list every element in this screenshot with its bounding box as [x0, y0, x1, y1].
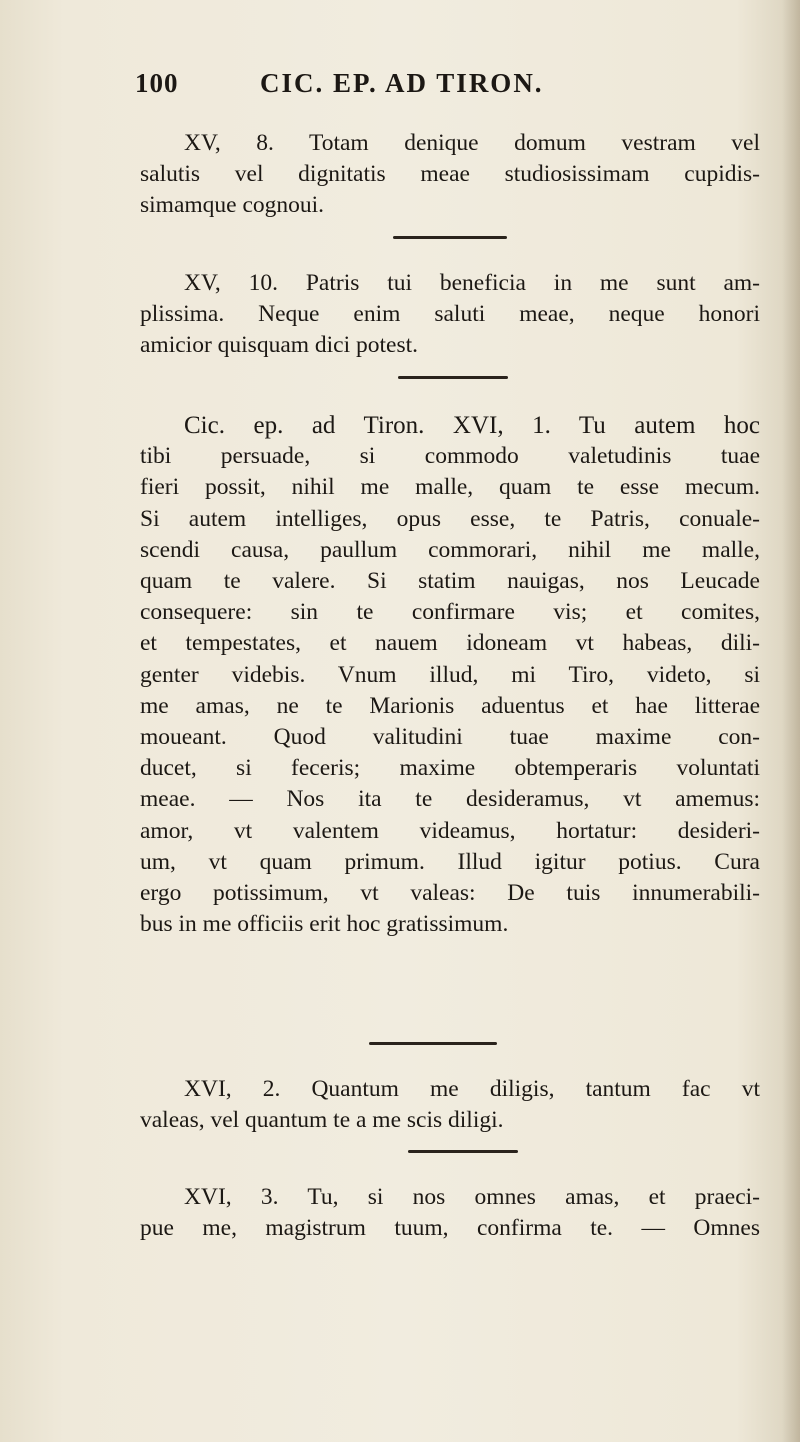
running-header [135, 68, 695, 108]
text-line: XV, 10. Patris tui beneficia in me sunt am- [184, 270, 760, 296]
text-line: plissima. Neque enim saluti meae, neque honori [140, 301, 760, 327]
text-line: scendi causa, paullum commorari, nihil me malle, [140, 536, 760, 563]
text-line: simamque cognoui. [140, 192, 325, 218]
text-line: XVI, 2. Quantum me diligis, tantum fac vt [184, 1076, 760, 1102]
passage-xv-10 [140, 268, 760, 361]
passage-xv-8 [140, 128, 760, 221]
text-line: ergo potissimum, vt valeas: De tuis innumerabili- [140, 880, 760, 907]
text-line: moueant. Quod valitudini tuae maxime con- [140, 724, 760, 751]
text-line: amicior quisquam dici potest. [140, 332, 419, 358]
text-line: XV, 8. Totam denique domum vestram vel [184, 130, 760, 156]
page-number: 100 [135, 68, 179, 98]
passage-xvi-1 [140, 410, 760, 940]
section-divider [393, 236, 507, 239]
text-line: salutis vel dignitatis meae studiosissimam cupidis- [140, 161, 760, 187]
text-line: quam te valere. Si statim nauigas, nos Leucade [140, 568, 760, 595]
section-divider [369, 1042, 497, 1045]
section-divider [408, 1150, 518, 1153]
text-line: XVI, 3. Tu, si nos omnes amas, et praeci- [184, 1184, 760, 1210]
text-line: fieri possit, nihil me malle, quam te esse mecum. [140, 474, 760, 501]
text-line: me amas, ne te Marionis aduentus et hae litterae [140, 692, 760, 719]
text-line: Si autem intelliges, opus esse, te Patris, conuale- [140, 505, 760, 532]
section-divider [398, 376, 508, 379]
text-line: um, vt quam primum. Illud igitur potius. Cura [140, 848, 760, 875]
passage-xvi-2 [140, 1074, 760, 1136]
text-line: consequere: sin te confirmare vis; et comites, [140, 599, 760, 626]
text-line: tibi persuade, si commodo valetudinis tuae [140, 443, 760, 470]
text-line: valeas, vel quantum te a me scis diligi. [140, 1107, 504, 1133]
passage-xvi-3 [140, 1182, 760, 1244]
text-line: bus in me officiis erit hoc gratissimum. [140, 911, 509, 938]
text-line: Cic. ep. ad Tiron. XVI, 1. Tu autem hoc [184, 412, 760, 439]
text-line: pue me, magistrum tuum, confirma te. — Omnes [140, 1215, 760, 1241]
text-line: genter videbis. Vnum illud, mi Tiro, videto, si [140, 661, 760, 688]
text-line: et tempestates, et nauem idoneam vt habeas, dili- [140, 630, 760, 657]
running-title: CIC. EP. AD TIRON. [260, 68, 544, 98]
page-edge-shadow [782, 0, 800, 1442]
text-line: ducet, si feceris; maxime obtemperaris voluntati [140, 755, 760, 782]
text-line: meae. — Nos ita te desideramus, vt amemus: [140, 786, 760, 813]
text-line: amor, vt valentem videamus, hortatur: desideri- [140, 817, 760, 844]
